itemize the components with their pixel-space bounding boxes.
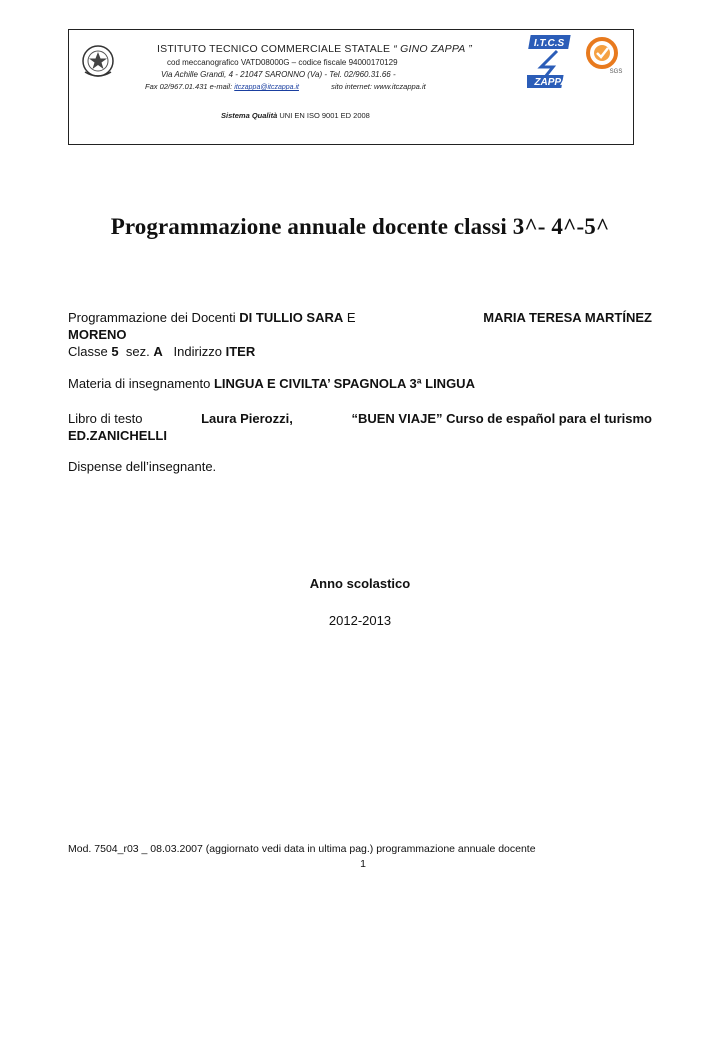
school-year-value: 2012-2013 bbox=[328, 613, 392, 628]
institute-name: ISTITUTO TECNICO COMMERCIALE STATALE “ GINO ZAPPA ” bbox=[157, 43, 472, 55]
letterhead bbox=[68, 29, 634, 145]
school-year-label: Anno scolastico bbox=[309, 576, 411, 591]
page-title: Programmazione annuale docente classi 3^- 4^-5^ bbox=[110, 214, 610, 239]
class-value: 5 bbox=[111, 344, 119, 359]
teachers-conjunction: E bbox=[346, 310, 356, 325]
email-label: e-mail: bbox=[209, 82, 233, 91]
class-info: Classe 5 sez. A Indirizzo ITER bbox=[68, 344, 256, 359]
subject-label: Materia di insegnamento bbox=[68, 376, 211, 391]
quality-label: Sistema Qualità bbox=[221, 111, 278, 120]
subject-value: LINGUA E CIVILTA’ SPAGNOLA 3ª LINGUA bbox=[213, 376, 475, 391]
textbook-publisher: ED.ZANICHELLI bbox=[68, 428, 167, 443]
teacher-1: DI TULLIO SARA bbox=[239, 310, 344, 325]
zappa-logo-text: ZAPPA bbox=[534, 77, 568, 88]
page-number: 1 bbox=[360, 858, 366, 870]
italian-republic-emblem-icon bbox=[81, 42, 115, 80]
section-value: A bbox=[153, 344, 163, 359]
email-link[interactable]: itczappa@itczappa.it bbox=[234, 84, 299, 91]
teachers-label: Programmazione dei Docenti bbox=[68, 310, 236, 325]
footer-module-info: Mod. 7504_r03 _ 08.03.2007 (aggiornato vedi data in ultima pag.) programmazione annuale docente bbox=[68, 843, 536, 855]
quality-system bbox=[221, 111, 370, 120]
sgs-certification-logo bbox=[584, 36, 624, 76]
itcs-logo-text: I.T.C.S bbox=[533, 38, 565, 49]
textbook-line bbox=[68, 411, 652, 427]
website-label: sito internet: www.itczappa.it bbox=[331, 82, 426, 91]
textbook-title: “BUEN VIAJE” Curso de español para el turismo bbox=[351, 411, 652, 426]
teachers-line bbox=[68, 310, 652, 326]
quality-standard: UNI EN ISO 9001 ED 2008 bbox=[279, 111, 370, 120]
handouts-note: Dispense dell’insegnante. bbox=[68, 459, 217, 474]
subject-line bbox=[68, 376, 475, 392]
sgs-logo-text: SGS bbox=[609, 69, 623, 75]
institute-codes: cod meccanografico VATD08000G – codice fiscale 94000170129 bbox=[167, 58, 398, 67]
track-value: ITER bbox=[225, 344, 256, 359]
teacher-2-first: MARIA TERESA MARTÍNEZ bbox=[483, 310, 652, 325]
institute-contacts bbox=[145, 82, 426, 91]
institute-address: Via Achille Grandi, 4 - 21047 SARONNO (Va) - Tel. 02/960.31.66 - bbox=[161, 70, 396, 79]
fax-number: Fax 02/967.01.431 bbox=[145, 82, 208, 91]
itcs-zappa-logo bbox=[527, 33, 575, 89]
textbook-author: Laura Pierozzi, bbox=[201, 411, 293, 426]
teacher-2-second: MORENO bbox=[68, 327, 127, 342]
textbook-label: Libro di testo bbox=[68, 411, 143, 426]
